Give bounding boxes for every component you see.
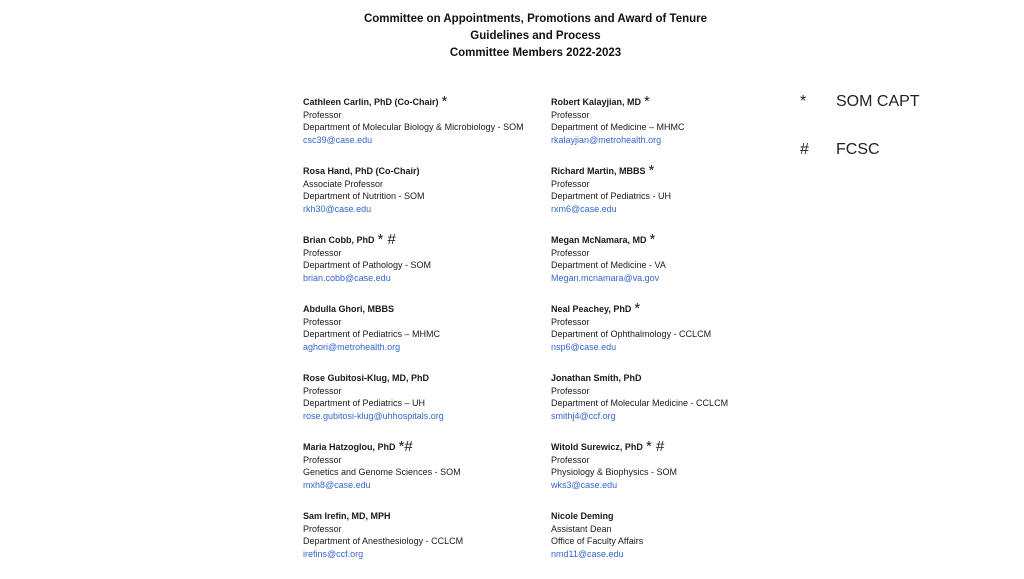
member-email-link[interactable]: rkh30@case.edu [303, 203, 372, 214]
member-name: Maria Hatzoglou, PhD [303, 442, 396, 452]
member-name: Cathleen Carlin, PhD (Co-Chair) [303, 97, 439, 107]
member-title: Associate Professor [303, 178, 384, 189]
member-title: Professor [303, 454, 342, 465]
member-title: Professor [551, 454, 590, 465]
member-email-link[interactable]: wks3@case.edu [551, 479, 618, 490]
member-email-link[interactable]: rose.gubitosi-klug@uhhospitals.org [303, 410, 444, 421]
member-name: Jonathan Smith, PhD [551, 373, 642, 383]
member-name: Rosa Hand, PhD (Co-Chair) [303, 166, 420, 176]
member-entry [303, 93, 548, 165]
member-title: Professor [303, 247, 342, 258]
member-department: Office of Faculty Affairs [551, 536, 644, 547]
legend-som-capt [800, 93, 920, 111]
member-email-link[interactable]: rkalayjian@metrohealth.org [551, 134, 662, 145]
member-department: Department of Molecular Medicine - CCLCM [551, 398, 729, 409]
member-title: Professor [551, 385, 590, 396]
document-header [0, 11, 1024, 62]
member-marks: * [648, 162, 655, 179]
member-name: Abdulla Ghori, MBBS [303, 304, 394, 314]
member-name: Witold Surewicz, PhD [551, 442, 643, 452]
member-department: Department of Pediatrics – MHMC [303, 329, 441, 340]
member-marks: * [634, 300, 641, 317]
member-marks: * [441, 93, 448, 110]
member-name: Megan McNamara, MD [551, 235, 647, 245]
member-department: Department of Medicine – MHMC [551, 122, 685, 133]
member-entry [303, 438, 548, 510]
member-department: Department of Pathology - SOM [303, 260, 432, 271]
header-committee-year: Committee Members 2022-2023 [449, 47, 622, 59]
member-department: Department of Molecular Biology & Microbiology - SOM [303, 122, 524, 133]
member-title: Professor [551, 178, 590, 189]
member-email-link[interactable]: rxm6@case.edu [551, 203, 617, 214]
member-department: Department of Pediatrics – UH [303, 398, 426, 409]
member-name: Neal Peachey, PhD [551, 304, 632, 314]
member-entry [551, 372, 796, 441]
member-marks: * # [645, 438, 665, 455]
member-entry [551, 300, 796, 372]
member-email-link[interactable]: nsp6@case.edu [551, 341, 617, 352]
member-name: Nicole Deming [551, 511, 614, 521]
member-title: Professor [303, 109, 342, 120]
member-title: Professor [303, 523, 342, 534]
member-marks: * # [377, 231, 396, 248]
member-marks: * [644, 93, 650, 110]
member-name: Brian Cobb, PhD [303, 235, 375, 245]
legend-label: FCSC [836, 141, 880, 158]
member-title: Professor [551, 316, 590, 327]
members-column-left [303, 93, 548, 579]
members-column-right [551, 93, 796, 579]
member-entry [303, 231, 548, 303]
member-department: Department of Ophthalmology - CCLCM [551, 329, 712, 340]
member-entry [303, 303, 548, 372]
member-department: Department of Pediatrics - UH [551, 191, 672, 202]
member-entry [303, 510, 548, 579]
member-department: Department of Nutrition - SOM [303, 191, 425, 202]
member-name: Rose Gubitosi-Klug, MD, PhD [303, 373, 429, 383]
member-entry [551, 438, 796, 510]
member-email-link[interactable]: brian.cobb@case.edu [303, 272, 391, 283]
member-email-link[interactable]: aghori@metrohealth.org [303, 341, 401, 352]
member-title: Professor [303, 316, 342, 327]
member-name: Robert Kalayjian, MD [551, 97, 642, 107]
member-title: Professor [551, 109, 590, 120]
member-entry [303, 372, 548, 441]
member-email-link[interactable]: csc39@case.edu [303, 134, 373, 145]
member-email-link[interactable]: mxh8@case.edu [303, 479, 371, 490]
legend-symbol-asterisk: * [800, 93, 807, 110]
member-email-link[interactable]: smithj4@ccf.org [551, 410, 616, 421]
member-marks: *# [398, 438, 413, 455]
member-title: Professor [551, 247, 590, 258]
member-email-link[interactable]: Megan.mcnamara@va.gov [551, 272, 660, 283]
header-subtitle: Guidelines and Process [470, 30, 601, 42]
member-title: Professor [303, 385, 342, 396]
member-entry [551, 231, 796, 303]
member-title: Assistant Dean [551, 523, 612, 534]
header-title: Committee on Appointments, Promotions and Award of Tenure [363, 13, 708, 25]
member-department: Department of Anesthesiology - CCLCM [303, 536, 464, 547]
member-marks: * [649, 231, 656, 248]
member-email-link[interactable]: irefins@ccf.org [303, 548, 364, 559]
legend-symbol-hash: # [800, 141, 809, 158]
legend-fcsc [800, 141, 880, 159]
member-name: Richard Martin, MBBS [551, 166, 646, 176]
member-department: Genetics and Genome Sciences - SOM [303, 467, 461, 478]
legend-label: SOM CAPT [836, 93, 920, 110]
member-entry [551, 93, 796, 165]
member-name: Sam Irefin, MD, MPH [303, 511, 391, 521]
member-email-link[interactable]: nmd11@case.edu [551, 548, 624, 559]
member-entry [551, 510, 796, 579]
member-department: Department of Medicine - VA [551, 260, 666, 271]
member-entry [551, 162, 796, 234]
member-department: Physiology & Biophysics - SOM [551, 467, 678, 478]
member-entry [303, 165, 548, 234]
